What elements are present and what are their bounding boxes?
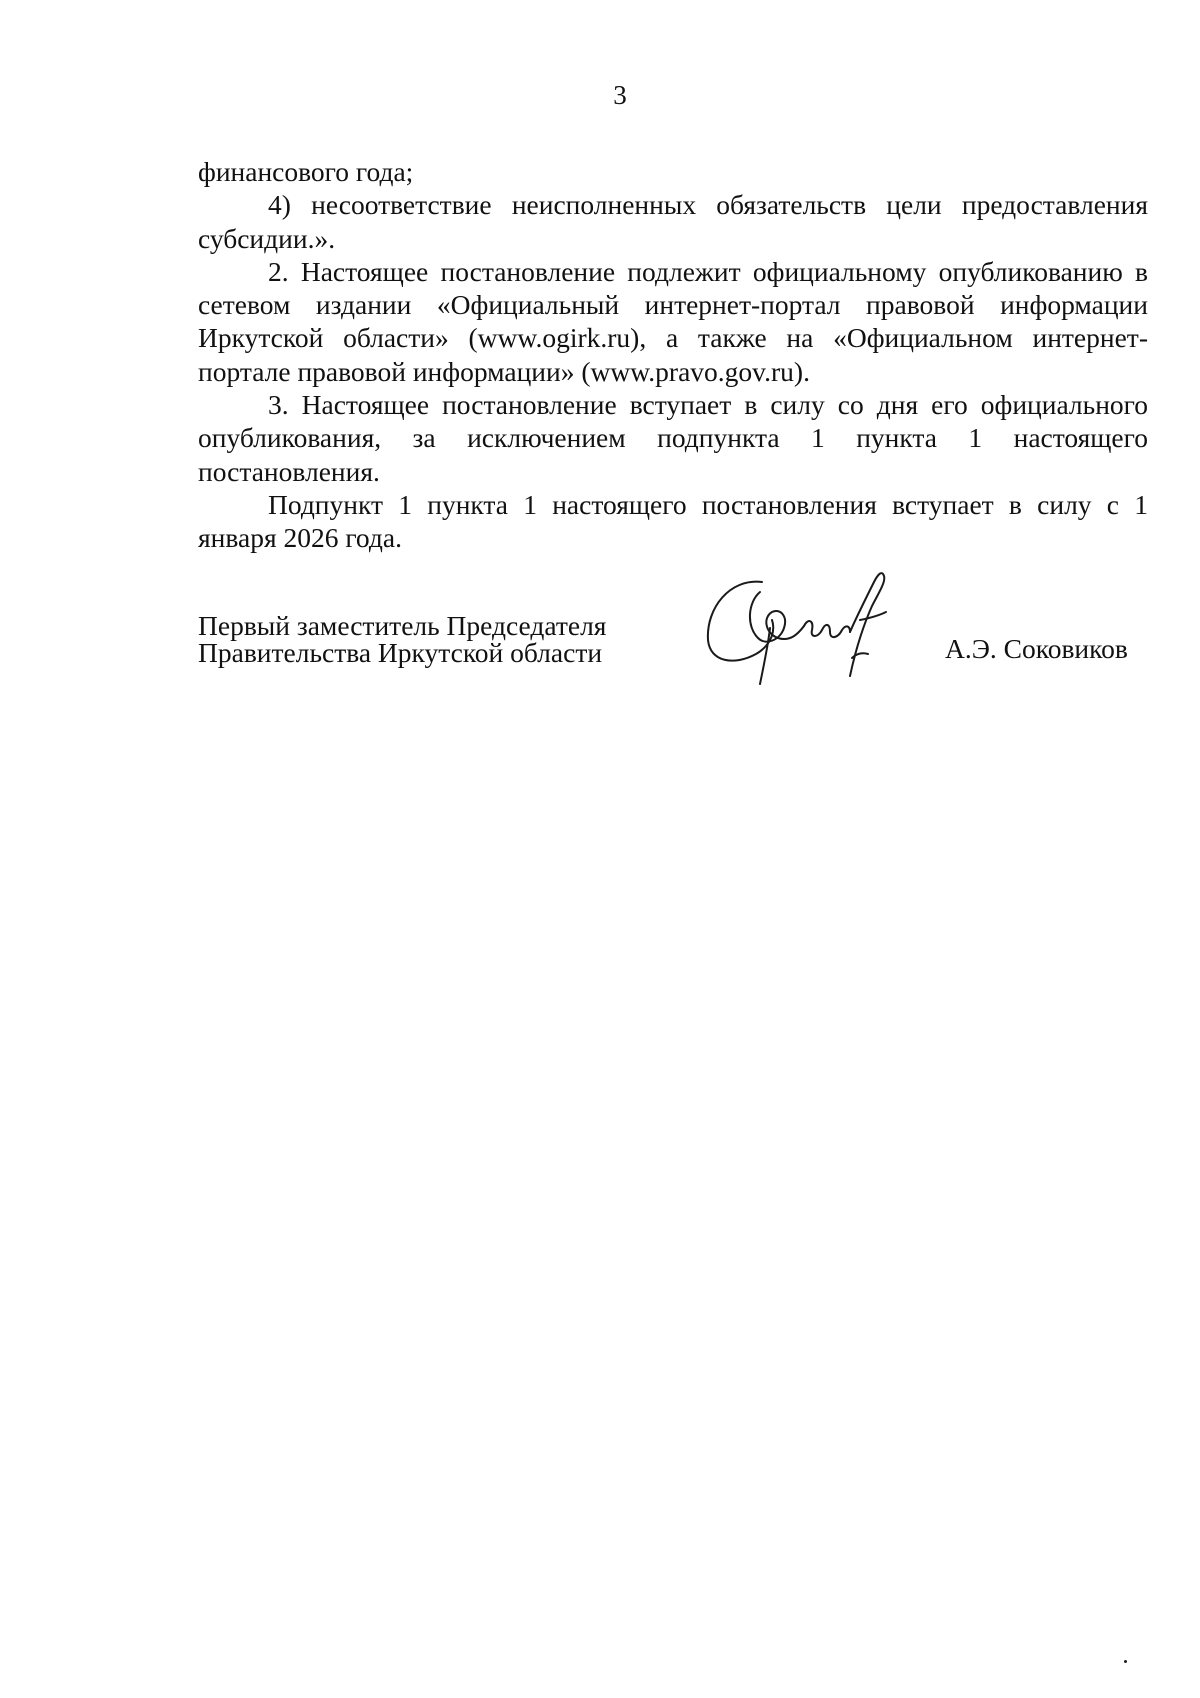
signatory-position-line-1: Первый заместитель Председателя bbox=[198, 610, 607, 641]
paragraph-clause-3: 3. Настоящее постановление вступает в силу со дня его официального опубликования, за исключением подпункта 1 пункта 1 настоящего постановления. bbox=[198, 389, 1148, 487]
paragraph-item-4: 4) несоответствие неисполненных обязательств цели предоставления субсидии.». bbox=[198, 189, 1148, 254]
document-body bbox=[198, 155, 1148, 555]
signatory-position bbox=[198, 612, 606, 666]
signatory-name: А.Э. Соковиков bbox=[945, 633, 1128, 664]
paragraph-effective-date: Подпункт 1 пункта 1 настоящего постановления вступает в силу с 1 января 2026 года. bbox=[198, 488, 1148, 554]
scan-dot bbox=[1124, 1660, 1127, 1663]
paragraph-continuation: финансового года; bbox=[198, 156, 414, 187]
page-number: 3 bbox=[613, 80, 627, 110]
handwritten-signature bbox=[700, 568, 910, 688]
paragraph-clause-2: 2. Настоящее постановление подлежит официальному опубликованию в сетевом издании «Официальный интернет-портал правовой информации Иркутской области» (www.ogirk.ru), а также на «Официальном интернет-портале правовой информации» (www.pravo.gov.ru). bbox=[198, 255, 1148, 387]
signatory-position-line-2: Правительства Иркутской области bbox=[198, 637, 603, 668]
